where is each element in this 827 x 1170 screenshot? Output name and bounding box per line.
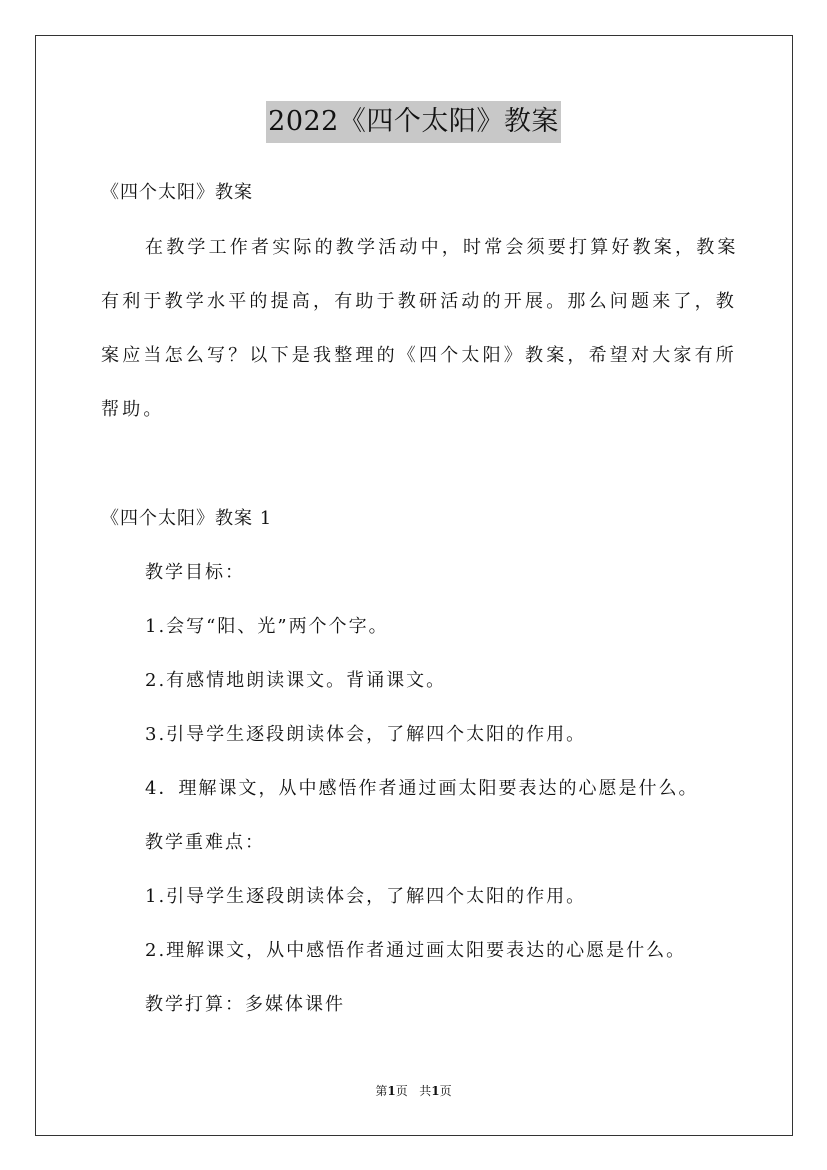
footer-page-total: 1 bbox=[431, 1084, 440, 1098]
preparation-line: 教学打算：多媒体课件 bbox=[145, 994, 345, 1015]
footer-page-mid: 页 共 bbox=[395, 1084, 432, 1098]
section-heading: 《四个太阳》教案 1 bbox=[101, 508, 273, 529]
goal-item-4: 4．理解课文，从中感悟作者通过画太阳要表达的心愿是什么。 bbox=[145, 778, 699, 799]
goal-item-3: 3.引导学生逐段朗读体会，了解四个太阳的作用。 bbox=[145, 724, 587, 745]
intro-line-1: 在教学工作者实际的教学活动中，时常会须要打算好教案，教案 bbox=[145, 237, 739, 258]
document-title: 2022《四个太阳》教案 bbox=[266, 101, 561, 143]
goal-item-1: 1.会写“阳、光”两个个字。 bbox=[145, 616, 389, 637]
key-point-2: 2.理解课文，从中感悟作者通过画太阳要表达的心愿是什么。 bbox=[145, 940, 687, 961]
page-footer bbox=[0, 1083, 827, 1099]
footer-page-number: 1 bbox=[387, 1084, 396, 1098]
goals-label: 教学目标： bbox=[145, 562, 245, 583]
key-points-label: 教学重难点： bbox=[145, 832, 265, 853]
intro-line-3: 案应当怎么写？以下是我整理的《四个太阳》教案，希望对大家有所 bbox=[101, 345, 737, 366]
key-point-1: 1.引导学生逐段朗读体会，了解四个太阳的作用。 bbox=[145, 886, 587, 907]
subtitle: 《四个太阳》教案 bbox=[101, 182, 253, 203]
footer-page-suffix: 页 bbox=[439, 1084, 452, 1098]
intro-line-4: 帮助。 bbox=[101, 399, 165, 420]
footer-page-prefix: 第 bbox=[375, 1084, 388, 1098]
intro-line-2: 有利于教学水平的提高，有助于教研活动的开展。那么问题来了，教 bbox=[101, 291, 737, 312]
goal-item-2: 2.有感情地朗读课文。背诵课文。 bbox=[145, 670, 447, 691]
title-container bbox=[0, 101, 827, 143]
